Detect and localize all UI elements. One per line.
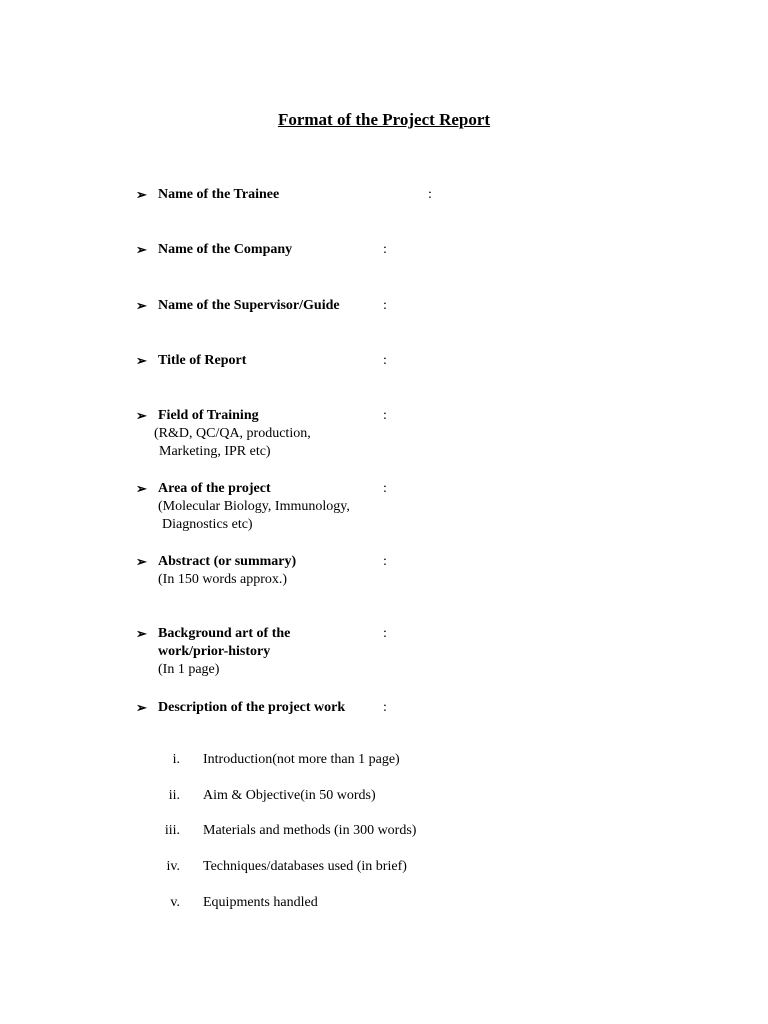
list-numeral: v. bbox=[170, 895, 180, 910]
field-hint: (In 150 words approx.) bbox=[158, 572, 288, 587]
arrow-bullet-icon: ➢ bbox=[136, 554, 147, 569]
list-numeral: ii. bbox=[168, 788, 180, 803]
list-item: Introduction(not more than 1 page) bbox=[203, 752, 400, 767]
list-numeral: iii. bbox=[164, 823, 180, 838]
field-colon: : bbox=[383, 700, 387, 715]
arrow-bullet-icon: ➢ bbox=[136, 187, 147, 202]
arrow-bullet-icon: ➢ bbox=[136, 242, 147, 257]
field-hint: (Molecular Biology, Immunology, bbox=[158, 499, 350, 514]
field-colon: : bbox=[383, 626, 387, 641]
field-label: Name of the Supervisor/Guide bbox=[158, 298, 340, 313]
list-item: Techniques/databases used (in brief) bbox=[203, 859, 407, 874]
list-item: Aim & Objective(in 50 words) bbox=[203, 788, 376, 803]
list-numeral: iv. bbox=[166, 859, 180, 874]
field-hint: (R&D, QC/QA, production, bbox=[154, 426, 311, 441]
list-item: Materials and methods (in 300 words) bbox=[203, 823, 417, 838]
arrow-bullet-icon: ➢ bbox=[136, 408, 147, 423]
arrow-bullet-icon: ➢ bbox=[136, 700, 147, 715]
list-item: Equipments handled bbox=[203, 895, 318, 910]
arrow-bullet-icon: ➢ bbox=[136, 481, 147, 496]
field-colon: : bbox=[383, 242, 387, 257]
field-hint: Marketing, IPR etc) bbox=[159, 444, 271, 459]
arrow-bullet-icon: ➢ bbox=[136, 298, 147, 313]
arrow-bullet-icon: ➢ bbox=[136, 353, 147, 368]
field-label: Name of the Company bbox=[158, 242, 293, 257]
field-colon: : bbox=[383, 408, 387, 423]
field-colon: : bbox=[383, 298, 387, 313]
field-colon: : bbox=[383, 481, 387, 496]
field-label: Title of Report bbox=[158, 353, 247, 368]
field-colon: : bbox=[383, 353, 387, 368]
field-label-continued: work/prior-history bbox=[158, 644, 271, 659]
field-colon: : bbox=[383, 554, 387, 569]
field-label: Background art of the bbox=[158, 626, 291, 641]
field-label: Field of Training bbox=[158, 408, 259, 423]
list-numeral: i. bbox=[172, 752, 180, 767]
field-label: Description of the project work bbox=[158, 700, 346, 715]
field-colon: : bbox=[428, 187, 432, 202]
field-hint: Diagnostics etc) bbox=[162, 517, 253, 532]
field-label: Area of the project bbox=[158, 481, 271, 496]
field-label: Abstract (or summary) bbox=[158, 554, 297, 569]
field-label: Name of the Trainee bbox=[158, 187, 280, 202]
field-hint: (In 1 page) bbox=[158, 662, 220, 677]
page-title: Format of the Project Report bbox=[277, 110, 491, 129]
arrow-bullet-icon: ➢ bbox=[136, 626, 147, 641]
